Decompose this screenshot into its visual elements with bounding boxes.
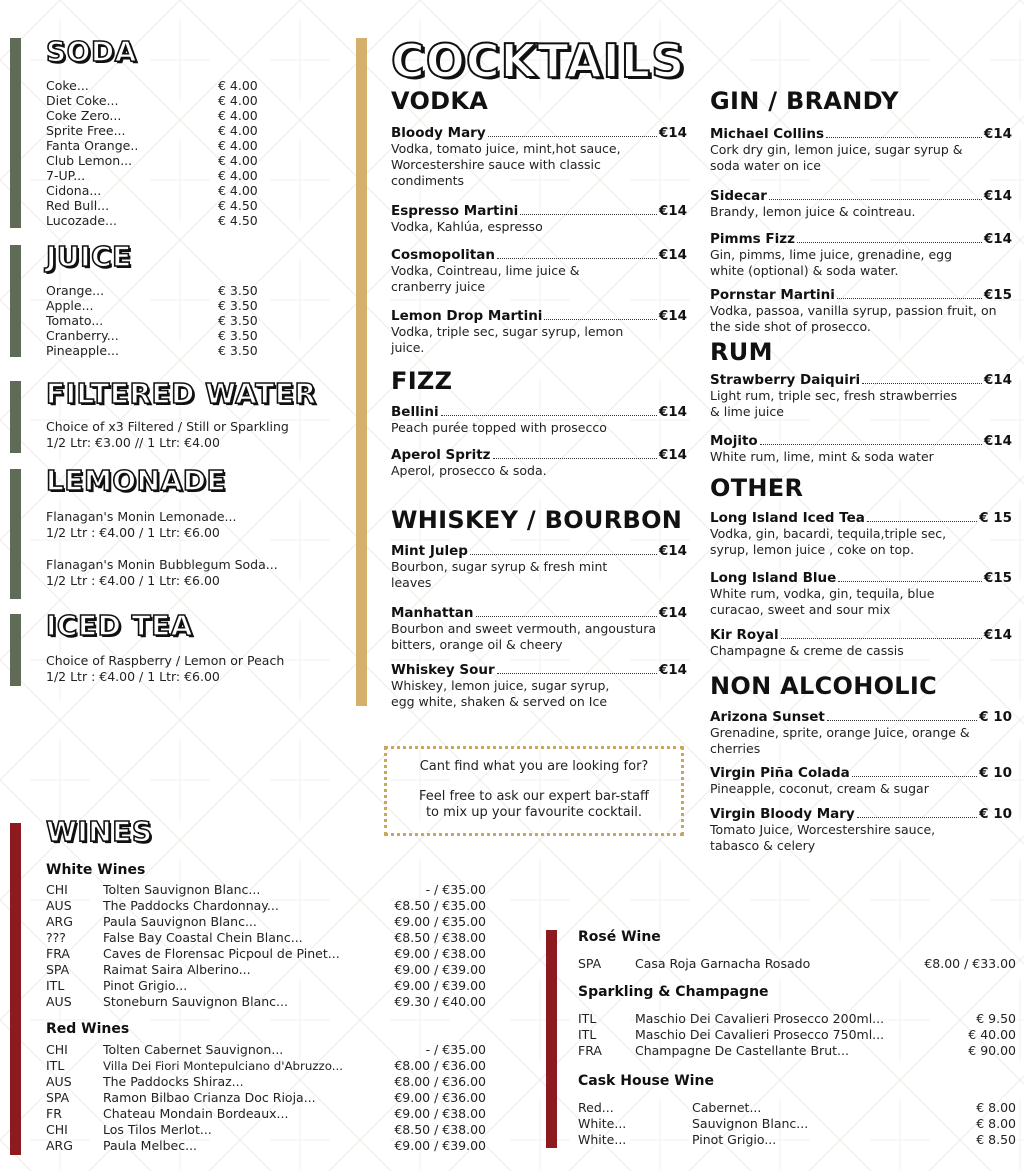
wine-origin: FR [46, 1106, 62, 1121]
sparkling-table [578, 1011, 1016, 1059]
item-name: Cranberry... [46, 328, 119, 343]
cocktail-name: Kir Royal [710, 627, 779, 643]
wine-origin: SPA [578, 956, 602, 971]
wine-name: Chateau Mondain Bordeaux... [103, 1106, 289, 1121]
cocktail-price: €15 [983, 570, 1012, 586]
notice-text: to mix up your favourite cocktail. [425, 805, 643, 820]
white-wines-table [46, 882, 486, 1010]
cocktail-price: €14 [658, 404, 687, 420]
list-item [46, 343, 258, 358]
cocktail-desc: Light rum, triple sec, fresh strawberries & lime juice [710, 388, 958, 419]
item-name: Coke... [46, 78, 89, 93]
table-row [578, 1011, 1016, 1027]
item-name: Lucozade... [46, 213, 117, 228]
cocktail-item [391, 543, 687, 591]
wine-name: Maschio Dei Cavalieri Prosecco 200ml... [635, 1011, 885, 1026]
list-item [46, 138, 258, 153]
wine-origin: CHI [46, 1122, 68, 1137]
wines-right-accent-bar [546, 930, 557, 1148]
lemonade-price: 1/2 Ltr : €4.00 / 1 Ltr: €6.00 [46, 525, 220, 540]
table-row [578, 1027, 1016, 1043]
wine-name: Champagne De Castellante Brut... [635, 1043, 849, 1058]
list-item [46, 78, 258, 93]
wine-price: €8.50 / €38.00 [394, 1122, 486, 1137]
cocktails-accent-bar [356, 38, 367, 706]
wine-name: Tolten Cabernet Sauvignon... [103, 1042, 284, 1057]
wine-origin: FRA [46, 946, 70, 961]
table-row [46, 882, 486, 898]
notice-text: Feel free to ask our expert bar-staff [418, 789, 650, 804]
cocktail-name: Michael Collins [710, 126, 824, 142]
iced-tea-accent-bar [10, 614, 21, 686]
white-wines-heading: White Wines [46, 862, 146, 878]
item-name: Club Lemon... [46, 153, 133, 168]
item-price: € 3.50 [218, 328, 258, 343]
wine-price: € 8.00 [976, 1116, 1016, 1131]
cocktail-price: € 10 [979, 765, 1012, 781]
cocktail-name: Lemon Drop Martini [391, 308, 543, 324]
non-alcoholic-title: NON ALCOHOLIC [710, 672, 938, 700]
table-row [46, 898, 486, 914]
cocktail-desc: Vodka, gin, bacardi, tequila,triple sec, syrup, lemon juice , coke on top. [710, 526, 947, 557]
item-name: Fanta Orange.. [46, 138, 139, 153]
cocktail-desc: Cork dry gin, lemon juice, sugar syrup & soda water on ice [710, 142, 963, 173]
wine-name: Casa Roja Garnacha Rosado [635, 956, 811, 971]
table-row [578, 1116, 1016, 1132]
wine-origin: AUS [46, 1074, 72, 1089]
cocktail-item [710, 510, 1012, 558]
item-price: € 4.00 [218, 123, 258, 138]
cocktail-name: Long Island Iced Tea [710, 510, 865, 526]
cocktail-desc: Pineapple, coconut, cream & sugar [710, 781, 929, 796]
cocktail-item [710, 188, 1012, 220]
cocktail-price: €14 [658, 543, 687, 559]
cocktail-item [710, 627, 1012, 659]
cocktail-price: €14 [658, 247, 687, 263]
wine-origin: AUS [46, 898, 72, 913]
soda-title: SODA [46, 35, 137, 68]
cocktail-desc: Aperol, prosecco & soda. [391, 463, 547, 478]
item-price: € 4.00 [218, 183, 258, 198]
wine-name: Pinot Grigio... [103, 978, 188, 993]
table-row [46, 1090, 486, 1106]
list-item [46, 283, 258, 298]
water-details [46, 419, 289, 451]
list-item [46, 108, 258, 123]
juice-list [46, 283, 258, 358]
item-name: Tomato... [46, 313, 104, 328]
wine-price: €8.50 / €38.00 [394, 930, 486, 945]
wine-origin: CHI [46, 882, 68, 897]
soda-accent-bar [10, 38, 21, 228]
cocktail-name: Whiskey Sour [391, 662, 495, 678]
wine-origin: ITL [578, 1011, 597, 1026]
cocktail-name: Virgin Piña Colada [710, 765, 850, 781]
lemonade-price: 1/2 Ltr : €4.00 / 1 Ltr: €6.00 [46, 573, 220, 588]
lemonade-title: LEMONADE [46, 464, 227, 497]
table-row [46, 1122, 486, 1138]
cocktail-item [710, 231, 1012, 279]
cocktail-name: Cosmopolitan [391, 247, 495, 263]
cocktail-desc: Vodka, Cointreau, lime juice & cranberry juice [391, 263, 580, 294]
item-price: € 3.50 [218, 283, 258, 298]
wine-price: €9.00 / €39.00 [394, 962, 486, 977]
cocktail-price: €14 [983, 372, 1012, 388]
cocktail-desc: Vodka, passoa, vanilla syrup, passion fruit, on the side shot of prosecco. [710, 303, 997, 334]
cocktail-price: €14 [983, 188, 1012, 204]
table-row [578, 1132, 1016, 1148]
cocktail-price: €14 [658, 447, 687, 463]
wine-name: Caves de Florensac Picpoul de Pinet... [103, 946, 340, 961]
wine-price: € 90.00 [968, 1043, 1016, 1058]
cocktail-desc: White rum, vodka, gin, tequila, blue curacao, sweet and sour mix [710, 586, 935, 617]
iced-tea-price: 1/2 Ltr : €4.00 / 1 Ltr: €6.00 [46, 669, 220, 684]
wine-name: Ramon Bilbao Crianza Doc Rioja... [103, 1090, 316, 1105]
item-price: € 4.50 [218, 198, 258, 213]
cocktail-desc: Grenadine, sprite, orange Juice, orange & cherries [710, 725, 970, 756]
cocktail-desc: Bourbon and sweet vermouth, angoustura bitters, orange oil & cheery [391, 621, 656, 652]
lemonade-item: Flanagan's Monin Lemonade... [46, 509, 237, 524]
list-item [46, 213, 258, 228]
wine-price: €9.00 / €39.00 [394, 978, 486, 993]
list-item [46, 93, 258, 108]
iced-tea-title: ICED TEA [46, 609, 193, 642]
wines-accent-bar [10, 823, 21, 1155]
sparkling-heading: Sparkling & Champagne [578, 984, 769, 1000]
cocktail-name: Bloody Mary [391, 125, 486, 141]
cocktail-price: € 10 [979, 709, 1012, 725]
wine-name: The Paddocks Shiraz... [103, 1074, 244, 1089]
cocktail-item [391, 125, 687, 189]
rose-wine-table [578, 956, 1016, 972]
list-item [46, 328, 258, 343]
wine-grape: Sauvignon Blanc... [692, 1116, 809, 1131]
item-price: € 4.00 [218, 108, 258, 123]
item-price: € 3.50 [218, 298, 258, 313]
cask-wine-heading: Cask House Wine [578, 1073, 714, 1089]
cocktail-desc: Brandy, lemon juice & cointreau. [710, 204, 916, 219]
cocktail-item [710, 806, 1012, 854]
fizz-title: FIZZ [391, 367, 453, 395]
cocktail-desc: Whiskey, lemon juice, sugar syrup, egg white, shaken & served on Ice [391, 678, 610, 709]
wine-price: - / €35.00 [425, 1042, 486, 1057]
wine-price: €9.30 / €40.00 [394, 994, 486, 1009]
lemonade-item: Flanagan's Monin Bubblegum Soda... [46, 557, 278, 572]
iced-tea-line: Choice of Raspberry / Lemon or Peach [46, 653, 285, 668]
wine-type: Red... [578, 1100, 614, 1115]
wine-origin: CHI [46, 1042, 68, 1057]
cocktail-price: €14 [983, 627, 1012, 643]
wine-type: White... [578, 1132, 627, 1147]
item-price: € 3.50 [218, 313, 258, 328]
juice-title: JUICE [46, 240, 132, 273]
water-price: 1/2 Ltr: €3.00 // 1 Ltr: €4.00 [46, 435, 220, 450]
table-row [46, 1042, 486, 1058]
cocktail-price: €14 [658, 662, 687, 678]
wine-origin: ITL [578, 1027, 597, 1042]
table-row [46, 946, 486, 962]
water-title: FILTERED WATER [46, 377, 317, 410]
cocktail-desc: Bourbon, sugar syrup & fresh mint leaves [391, 559, 608, 590]
wine-origin: ??? [46, 930, 66, 945]
list-item [46, 313, 258, 328]
wine-price: €9.00 / €39.00 [394, 1138, 486, 1153]
item-name: Red Bull... [46, 198, 110, 213]
table-row [46, 1058, 486, 1074]
cocktail-item [710, 570, 1012, 618]
item-price: € 4.00 [218, 138, 258, 153]
cocktail-item [391, 247, 687, 295]
item-price: € 4.50 [218, 213, 258, 228]
wine-name: Tolten Sauvignon Blanc... [103, 882, 261, 897]
cocktail-name: Bellini [391, 404, 439, 420]
cocktail-name: Pimms Fizz [710, 231, 795, 247]
wine-origin: AUS [46, 994, 72, 1009]
cocktail-name: Mint Julep [391, 543, 468, 559]
item-name: Orange... [46, 283, 105, 298]
notice-text: Cant find what you are looking for? [419, 759, 649, 774]
wine-name: Raimat Saira Alberino... [103, 962, 251, 977]
wine-price: € 8.50 [976, 1132, 1016, 1147]
wine-origin: SPA [46, 962, 70, 977]
notice-box [384, 746, 684, 836]
cocktail-name: Strawberry Daiquiri [710, 372, 861, 388]
wine-price: €8.00 / €36.00 [394, 1074, 486, 1089]
cocktail-desc: Peach purée topped with prosecco [391, 420, 607, 435]
wine-price: - / €35.00 [425, 882, 486, 897]
cocktail-item [710, 287, 1012, 335]
wine-name: The Paddocks Chardonnay... [103, 898, 279, 913]
cocktail-name: Long Island Blue [710, 570, 837, 586]
cocktail-item [710, 372, 1012, 420]
wine-price: €9.00 / €38.00 [394, 946, 486, 961]
list-item [46, 168, 258, 183]
item-price: € 4.00 [218, 93, 258, 108]
table-row [578, 1043, 1016, 1059]
cocktail-price: € 10 [979, 806, 1012, 822]
lemonade-details [46, 509, 278, 589]
cocktail-name: Manhattan [391, 605, 474, 621]
item-name: Coke Zero... [46, 108, 122, 123]
wine-origin: ARG [46, 1138, 73, 1153]
cocktail-item [391, 605, 687, 653]
item-price: € 4.00 [218, 78, 258, 93]
cocktail-price: €14 [983, 231, 1012, 247]
wine-price: €8.50 / €35.00 [394, 898, 486, 913]
cocktail-price: €14 [658, 308, 687, 324]
cocktail-item [391, 404, 687, 436]
wine-name: Villa Dei Fiori Montepulciano d'Abruzzo... [103, 1059, 343, 1073]
wine-name: Paula Melbec... [103, 1138, 198, 1153]
wine-name: False Bay Coastal Chein Blanc... [103, 930, 303, 945]
cocktail-name: Aperol Spritz [391, 447, 491, 463]
wine-origin: ITL [46, 1058, 65, 1073]
cocktail-name: Virgin Bloody Mary [710, 806, 855, 822]
cask-wine-table [578, 1100, 1016, 1148]
wine-price: € 8.00 [976, 1100, 1016, 1115]
wine-origin: ITL [46, 978, 65, 993]
cocktail-desc: Champagne & creme de cassis [710, 643, 904, 658]
wine-price: € 40.00 [968, 1027, 1016, 1042]
cocktail-name: Pornstar Martini [710, 287, 835, 303]
table-row [46, 914, 486, 930]
wine-grape: Cabernet... [692, 1100, 762, 1115]
cocktail-item [391, 662, 687, 710]
cocktail-item [710, 709, 1012, 757]
whiskey-title: WHISKEY / BOURBON [391, 506, 683, 534]
vodka-title: VODKA [391, 87, 489, 115]
lemonade-accent-bar [10, 469, 21, 599]
item-name: 7-UP... [46, 168, 86, 183]
wine-name: Stoneburn Sauvignon Blanc... [103, 994, 288, 1009]
cocktail-item [710, 126, 1012, 174]
wine-name: Maschio Dei Cavalieri Prosecco 750ml... [635, 1027, 885, 1042]
red-wines-heading: Red Wines [46, 1021, 130, 1037]
juice-accent-bar [10, 245, 21, 357]
water-line: Choice of x3 Filtered / Still or Sparkling [46, 419, 289, 434]
cocktail-desc: White rum, lime, mint & soda water [710, 449, 934, 464]
table-row [46, 930, 486, 946]
table-row [46, 1106, 486, 1122]
wine-price: €9.00 / €35.00 [394, 914, 486, 929]
gin-brandy-title: GIN / BRANDY [710, 87, 899, 115]
table-row [46, 1074, 486, 1090]
soda-list [46, 78, 258, 228]
cocktail-item [391, 447, 687, 479]
cocktail-price: €14 [983, 433, 1012, 449]
wine-name: Los Tilos Merlot... [103, 1122, 212, 1137]
cocktail-item [710, 433, 1012, 465]
cocktail-name: Espresso Martini [391, 203, 519, 219]
cocktail-price: €14 [658, 203, 687, 219]
wine-name: Paula Sauvignon Blanc... [103, 914, 257, 929]
cocktail-desc: Gin, pimms, lime juice, grenadine, egg white (optional) & soda water. [710, 247, 953, 278]
water-accent-bar [10, 381, 21, 453]
rose-wine-heading: Rosé Wine [578, 929, 661, 945]
cocktail-desc: Vodka, Kahlúa, espresso [391, 219, 543, 234]
cocktail-name: Sidecar [710, 188, 767, 204]
wine-origin: FRA [578, 1043, 602, 1058]
cocktail-price: € 15 [979, 510, 1012, 526]
wine-price: €8.00 / €33.00 [924, 956, 1016, 971]
table-row [46, 962, 486, 978]
cocktail-desc: Tomato Juice, Worcestershire sauce, tabasco & celery [710, 822, 936, 853]
table-row [46, 1138, 486, 1154]
item-price: € 4.00 [218, 168, 258, 183]
wine-origin: SPA [46, 1090, 70, 1105]
cocktail-price: €14 [983, 126, 1012, 142]
rum-title: RUM [710, 338, 773, 366]
item-name: Cidona... [46, 183, 102, 198]
cocktail-price: €15 [983, 287, 1012, 303]
table-row [46, 994, 486, 1010]
cocktail-item [391, 203, 687, 235]
cocktail-price: €14 [658, 605, 687, 621]
wine-type: White... [578, 1116, 627, 1131]
item-name: Diet Coke... [46, 93, 119, 108]
wine-origin: ARG [46, 914, 73, 929]
table-row [578, 1100, 1016, 1116]
wine-price: € 9.50 [976, 1011, 1016, 1026]
cocktail-item [391, 308, 687, 356]
list-item [46, 183, 258, 198]
wine-price: €9.00 / €36.00 [394, 1090, 486, 1105]
cocktail-item [710, 765, 1012, 797]
list-item [46, 123, 258, 138]
cocktail-name: Arizona Sunset [710, 709, 825, 725]
red-wines-table [46, 1042, 486, 1154]
cocktail-price: €14 [658, 125, 687, 141]
cocktail-desc: Vodka, triple sec, sugar syrup, lemon juice. [391, 324, 624, 355]
item-name: Apple... [46, 298, 94, 313]
cocktail-desc: Vodka, tomato juice, mint,hot sauce, Worcestershire sauce with classic condiments [391, 141, 621, 188]
cocktail-name: Mojito [710, 433, 758, 449]
table-row [578, 956, 1016, 972]
item-name: Pineapple... [46, 343, 119, 358]
wine-grape: Pinot Grigio... [692, 1132, 777, 1147]
item-price: € 3.50 [218, 343, 258, 358]
wines-title: WINES [46, 815, 153, 848]
other-title: OTHER [710, 474, 804, 502]
list-item [46, 298, 258, 313]
list-item [46, 153, 258, 168]
cocktails-title: COCKTAILS [391, 34, 686, 88]
item-name: Sprite Free... [46, 123, 126, 138]
table-row [46, 978, 486, 994]
wine-price: €8.00 / €36.00 [394, 1058, 486, 1073]
wine-price: €9.00 / €38.00 [394, 1106, 486, 1121]
iced-tea-details [46, 653, 284, 685]
list-item [46, 198, 258, 213]
item-price: € 4.00 [218, 153, 258, 168]
